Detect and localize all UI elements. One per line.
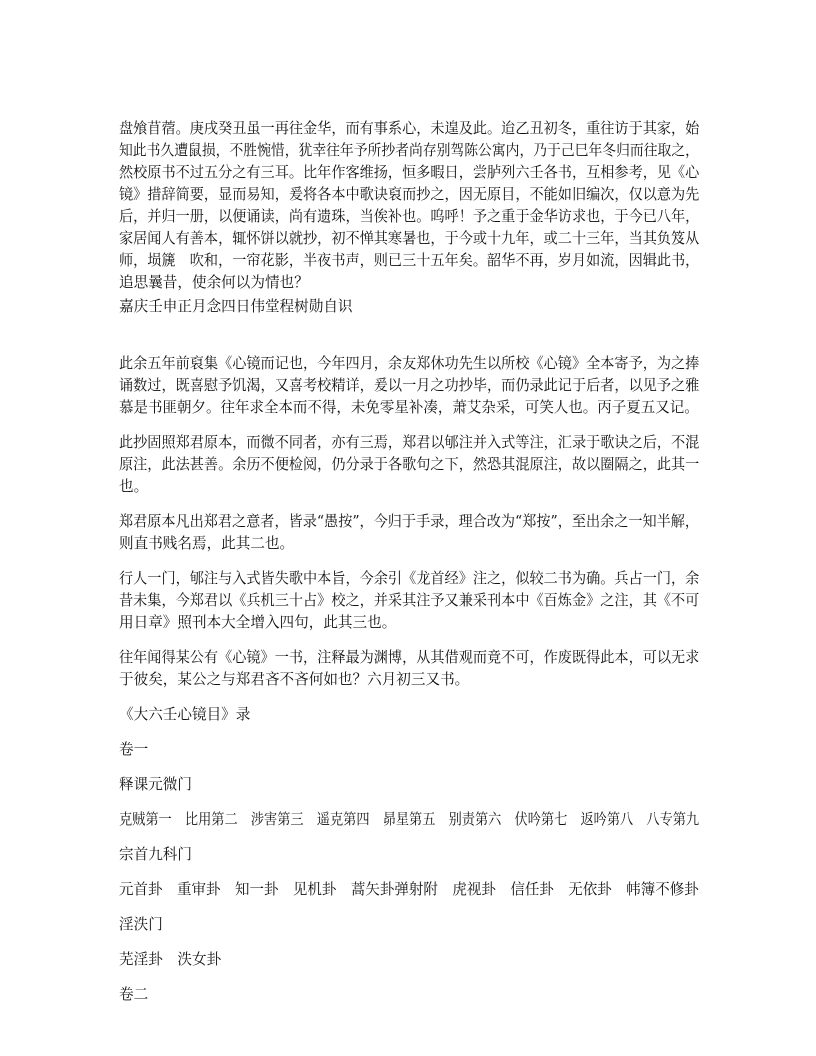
- text-line: 师，埙篪 吹和，一帘花影，半夜书声，则已三十五年矣。韶华不再，岁月如流，因辑此书，: [119, 252, 700, 269]
- text-line: 郑君原本凡出郑君之意者，皆录“愚按”，今归于手录，理合改为“郑按”，至出余之一知半解，: [119, 513, 700, 530]
- text-line: 慕是书匪朝夕。往年求全本而不得，未免零星补凑，萧艾杂采，可笑人也。丙子夏五又记。: [119, 399, 699, 416]
- text-line: 后，并归一册，以便诵读，尚有遗珠，当俟补也。呜呼！予之重于金华访求也，于今已八年，: [119, 208, 700, 225]
- postscript-paragraph-5: [119, 647, 699, 691]
- volume-heading-2: 卷二: [119, 986, 149, 1003]
- text-line: 镜》措辞简要，显而易知，爰将各本中歌诀裒而抄之，因无原目，不能如旧编次，仅以意为先: [119, 186, 700, 203]
- signature-line: 嘉庆壬申正月念四日伟堂程树勋自识: [119, 298, 353, 315]
- postscript-paragraph-2: [119, 432, 699, 498]
- text-line: 此抄固照郑君原本，而微不同者，亦有三焉，郑君以郇注并入式等注，汇录于歌诀之后，不混: [119, 434, 700, 451]
- section-items-2: 元首卦 重审卦 知一卦 见机卦 蒿矢卦弹射附 虎视卦 信任卦 无依卦 帏簿不修卦: [119, 881, 699, 898]
- preface-paragraph-1: [119, 118, 699, 294]
- section-title-1: 释课元微门: [119, 776, 192, 793]
- postscript-paragraph-4: [119, 568, 699, 634]
- text-line: 则直书贱名焉，此其二也。: [119, 535, 295, 552]
- text-line: 用日章》照刊本大全增入四句，此其三也。: [119, 614, 397, 631]
- text-line: 往年闻得某公有《心镜》一书，注释最为渊博，从其借观而竟不可，作废既得此本，可以无求: [119, 649, 700, 666]
- text-line: 行人一门，郇注与入式皆失歌中本旨，今余引《龙首经》注之，似较二书为确。兵占一门，余: [119, 570, 700, 587]
- text-line: 知此书久遭鼠损，不胜惋惜，犹幸往年予所抄者尚存别驾陈公寓内，乃于己巳年冬归而往取之，: [119, 142, 699, 159]
- text-line: 盘飧苜蓿。庚戌癸丑虽一再往金华，而有事系心，未遑及此。迨乙丑初冬，重往访于其家，始: [119, 120, 700, 137]
- section-title-2: 宗首九科门: [119, 846, 192, 863]
- text-line: 原注，此法甚善。余历不便检阅，仍分录于各歌句之下，然恐其混原注，故以圈隔之，此其一: [119, 456, 700, 473]
- section-items-1: 克贼第一 比用第二 涉害第三 遥克第四 昴星第五 别责第六 伏吟第七 返吟第八 八专第九: [119, 811, 700, 828]
- postscript-paragraph-1: [119, 353, 699, 419]
- postscript-paragraph-3: [119, 511, 699, 555]
- text-line: 家居闻人有善本，辄怀饼以就抄，初不惮其寒暑也，于今或十九年，或二十三年，当其负笈从: [119, 230, 700, 247]
- text-line: 然校原书不过五分之有三耳。比年作客维扬，恒多暇日，尝胪列六壬各书，互相参考，见《心: [119, 164, 700, 181]
- text-line: 也。: [119, 478, 149, 495]
- volume-heading-1: 卷一: [119, 741, 149, 758]
- toc-title: 《大六壬心镜目》录: [119, 706, 251, 723]
- text-line: 追思曩昔，使余何以为情也？: [119, 274, 309, 291]
- text-line: 昔未集，今郑君以《兵机三十占》校之，并采其注予又兼采刊本中《百炼金》之注，其《不可: [119, 592, 700, 609]
- section-title-3: 淫泆门: [119, 916, 163, 933]
- text-line: 此余五年前裒集《心镜而记也，今年四月，余友郑休功先生以所校《心镜》全本寄予，为之捧: [119, 355, 700, 372]
- text-line: 于彼矣，某公之与郑君吝不吝何如也？六月初三又书。: [119, 671, 470, 688]
- text-line: 诵数过，既喜慰予饥渴，又喜考校精详，爰以一月之功抄毕，而仍录此记于后者，以见予之雅: [119, 377, 700, 394]
- section-items-3: 芜淫卦 泆女卦: [119, 951, 222, 968]
